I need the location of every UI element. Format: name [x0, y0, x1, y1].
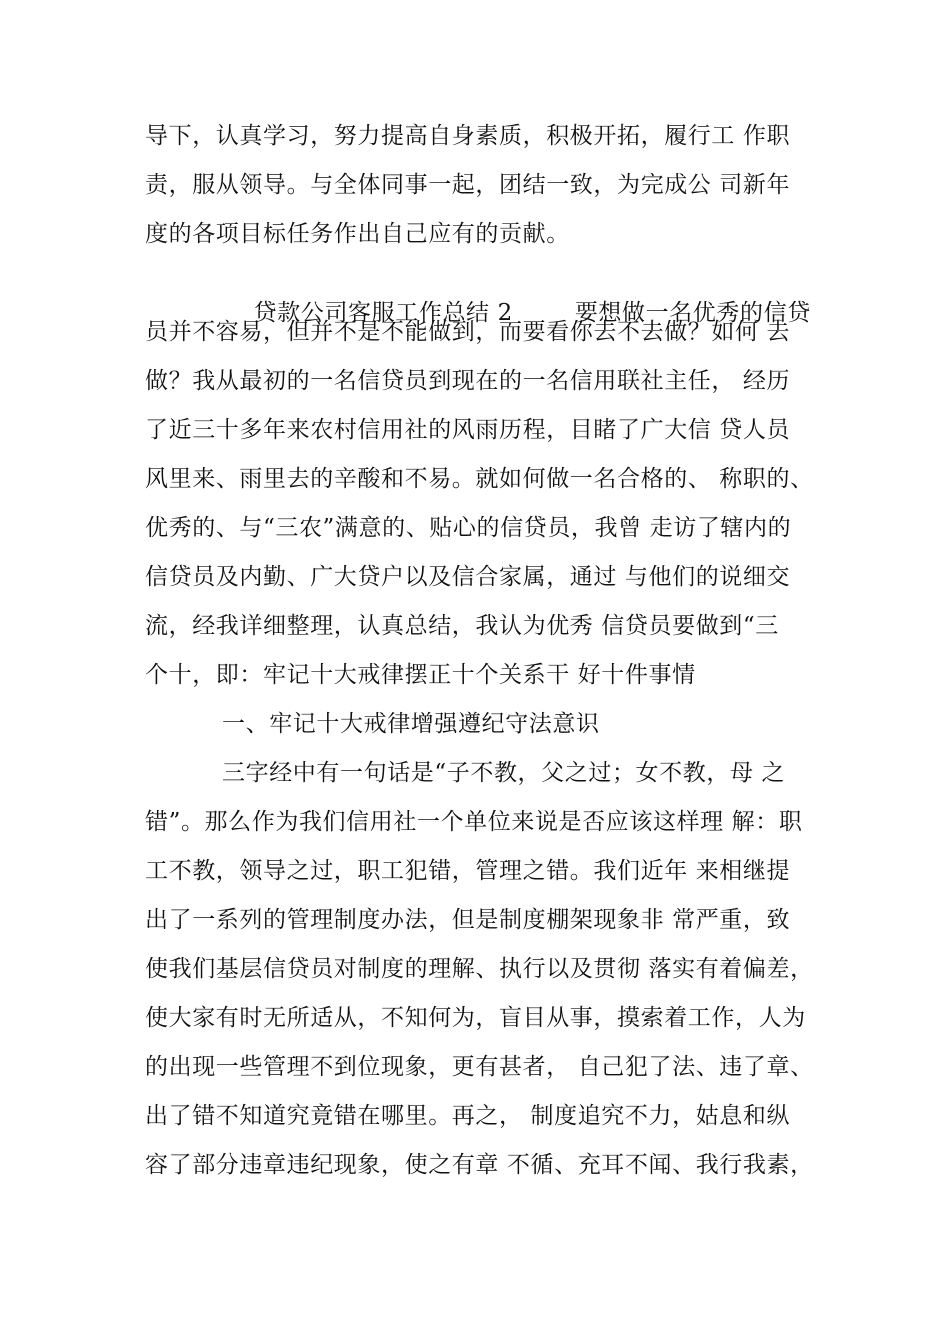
- paragraph-line: 个十，即：牢记十大戒律摆正十个关系干 好十件事情: [145, 662, 696, 688]
- paragraph-line: 出了错不知道究竟错在哪里。再之， 制度追究不力，姑息和纵: [145, 1103, 791, 1129]
- paragraph-line: 信贷员及内勤、广大贷户以及信合家属，通过 与他们的说细交: [145, 564, 791, 590]
- paragraph-line: 容了部分违章违纪现象，使之有章 不循、充耳不闻、我行我素，: [145, 1152, 814, 1178]
- paragraph-line: 错”。那么作为我们信用社一个单位来说是否应该这样理 解：职: [145, 809, 803, 835]
- paragraph-line: 的出现一些管理不到位现象，更有甚者， 自己犯了法、违了章、: [145, 1054, 814, 1080]
- paragraph-line: 责，服从领导。与全体同事一起，团结一致，为完成公 司新年: [145, 172, 791, 198]
- paragraph-line: 使我们基层信贷员对制度的理解、执行以及贯彻 落实有着偏差，: [145, 956, 814, 982]
- subheading-line: 一、牢记十大戒律增强遵纪守法意识: [222, 711, 600, 737]
- paragraph-line: 做？我从最初的一名信贷员到现在的一名信用联社主任， 经历: [145, 368, 791, 394]
- paragraph-line: 使大家有时无所适从，不知何为，盲目从事，摸索着工作，人为: [145, 1005, 806, 1031]
- paragraph-line: 员并不容易，但并不是不能做到，而要看你去不去做？如何 去: [145, 319, 791, 345]
- paragraph-text: 要想做一名优秀的信贷: [574, 300, 811, 326]
- paragraph-line: 流，经我详细整理，认真总结，我认为优秀 信贷员要做到“三: [145, 613, 779, 639]
- paragraph-line: 工不教，领导之过，职工犯错，管理之错。我们近年 来相继提: [145, 858, 791, 884]
- paragraph-line: 出了一系列的管理制度办法，但是制度棚架现象非 常严重，致: [145, 907, 791, 933]
- paragraph-line: 了近三十多年来农村信用社的风雨历程，目睹了广大信 贷人员: [145, 417, 791, 443]
- paragraph-line: 三字经中有一句话是“子不教，父之过；女不教，母 之: [222, 760, 786, 786]
- paragraph-line: 度的各项目标任务作出自己应有的贡献。: [145, 221, 570, 247]
- paragraph-line: 风里来、雨里去的辛酸和不易。就如何做一名合格的、 称职的、: [145, 466, 814, 492]
- section-title: 贷款公司客服工作总结 2: [253, 300, 513, 326]
- section-heading-line: [222, 268, 822, 326]
- paragraph-line: 优秀的、与“三农”满意的、贴心的信贷员，我曾 走访了辖内的: [145, 515, 792, 541]
- paragraph-line: 导下，认真学习，努力提高自身素质，积极开拓，履行工 作职: [145, 123, 791, 149]
